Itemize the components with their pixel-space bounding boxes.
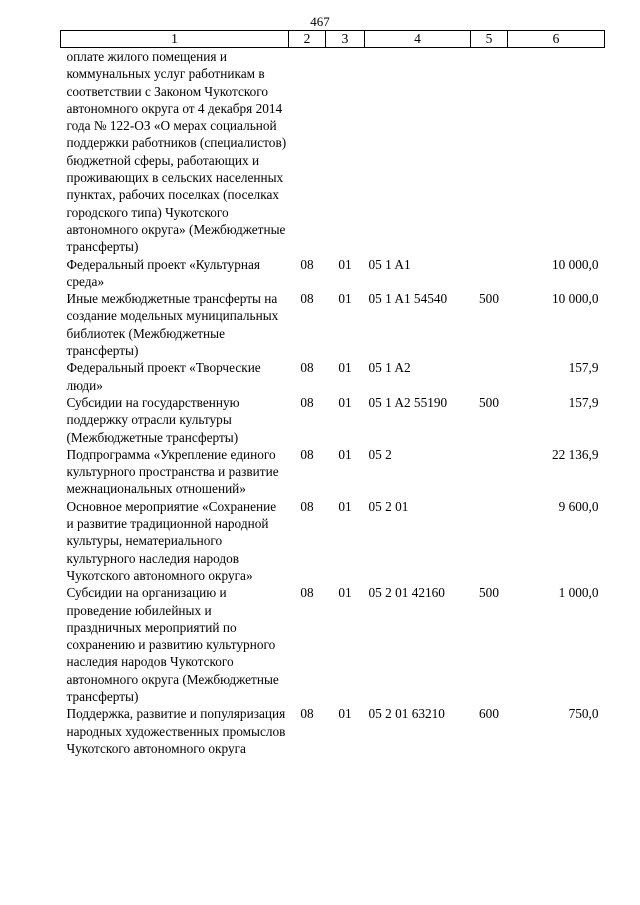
- row-expense-type: 500: [479, 585, 499, 601]
- table-row: [61, 498, 605, 584]
- row-amount: 10 000,0: [551, 291, 599, 307]
- table-row: [61, 256, 605, 291]
- row-target-code: [365, 48, 471, 256]
- row-section: 08: [300, 256, 314, 272]
- row-target-code: 05 2 01: [368, 498, 409, 514]
- column-header-6: 6: [508, 31, 605, 48]
- table-row: [61, 705, 605, 757]
- row-subsection: 01: [338, 498, 352, 514]
- row-name: Федеральный проект «Культурная среда»: [66, 256, 260, 289]
- row-subsection: 01: [338, 360, 352, 376]
- table-row: [61, 394, 605, 446]
- row-target-code: 05 2 01 63210: [368, 706, 445, 722]
- table-row: [61, 48, 605, 256]
- row-target-code: 05 1 A1 54540: [368, 291, 448, 307]
- row-target-code: 05 1 A1: [368, 256, 411, 272]
- row-amount: 10 000,0: [551, 256, 599, 272]
- row-section: 08: [300, 291, 314, 307]
- row-name: Иные межбюджетные трансферты на создание модельных муниципальных библиотек (Межбюджетные трансферты): [66, 291, 279, 359]
- table-row: [61, 446, 605, 498]
- row-target-code: 05 1 A2 55190: [368, 394, 448, 410]
- row-amount: 1 000,0: [558, 585, 599, 601]
- table-row: [61, 584, 605, 705]
- budget-table: [60, 30, 605, 757]
- row-name: оплате жилого помещения и коммунальных услуг работникам в соответствии с Законом Чукотского автономного округа от 4 декабря 2014 года № 122-ОЗ «О мерах социальной поддержки работников (специалистов) бюджетной сферы, работающих и проживающих в сельских населенных пунктах, рабочих поселках (поселках городского типа) Чукотского автономного округа» (Межбюджетные трансферты): [66, 49, 287, 255]
- row-subsection: 01: [338, 256, 352, 272]
- row-section: 08: [300, 585, 314, 601]
- column-header-3: 3: [326, 31, 365, 48]
- row-name: Субсидии на государственную поддержку отрасли культуры (Межбюджетные трансферты): [66, 394, 240, 445]
- row-amount: [508, 48, 605, 256]
- row-subsection: 01: [338, 291, 352, 307]
- row-section: 08: [300, 394, 314, 410]
- row-amount: 9 600,0: [558, 498, 599, 514]
- row-expense-type: [471, 256, 508, 291]
- row-amount: 157,9: [568, 360, 599, 376]
- row-subsection: 01: [338, 706, 352, 722]
- row-amount: 157,9: [568, 394, 599, 410]
- column-header-5: 5: [471, 31, 508, 48]
- row-amount: 750,0: [568, 706, 599, 722]
- row-subsection: [326, 48, 365, 256]
- row-section: 08: [300, 498, 314, 514]
- row-section: [289, 48, 326, 256]
- row-expense-type: 500: [479, 394, 499, 410]
- page-number: 467: [310, 14, 330, 29]
- row-name: Федеральный проект «Творческие люди»: [66, 360, 261, 393]
- row-name: Поддержка, развитие и популяризация народных художественных промыслов Чукотского автономного округа: [66, 706, 286, 756]
- row-section: 08: [300, 706, 314, 722]
- row-expense-type: [471, 498, 508, 584]
- row-name: Субсидии на организацию и проведение юбилейных и праздничных мероприятий по сохранению и развитию культурного наследия народов Чукотского автономного округа (Межбюджетные трансферты): [66, 585, 279, 704]
- row-subsection: 01: [338, 446, 352, 462]
- row-expense-type: 600: [479, 706, 499, 722]
- column-header-2: 2: [289, 31, 326, 48]
- row-expense-type: [471, 446, 508, 498]
- column-header-1: 1: [61, 31, 289, 48]
- row-target-code: 05 1 A2: [368, 360, 411, 376]
- column-number-header-row: [61, 31, 605, 48]
- row-expense-type: [471, 48, 508, 256]
- row-target-code: 05 2 01 42160: [368, 585, 445, 601]
- row-name: Подпрограмма «Укрепление единого культурного пространства и развитие межнациональных отношений»: [66, 446, 279, 497]
- row-target-code: 05 2: [368, 446, 392, 462]
- row-subsection: 01: [338, 585, 352, 601]
- table-row: [61, 290, 605, 359]
- row-subsection: 01: [338, 394, 352, 410]
- row-expense-type: 500: [479, 291, 499, 307]
- row-expense-type: [471, 359, 508, 394]
- row-amount: 22 136,9: [551, 446, 599, 462]
- table-row: [61, 359, 605, 394]
- row-name: Основное мероприятие «Сохранение и развитие традиционной народной культуры, нематериального культурного наследия народов Чукотского автономного округа»: [66, 498, 277, 583]
- row-section: 08: [300, 446, 314, 462]
- row-section: 08: [300, 360, 314, 376]
- column-header-4: 4: [365, 31, 471, 48]
